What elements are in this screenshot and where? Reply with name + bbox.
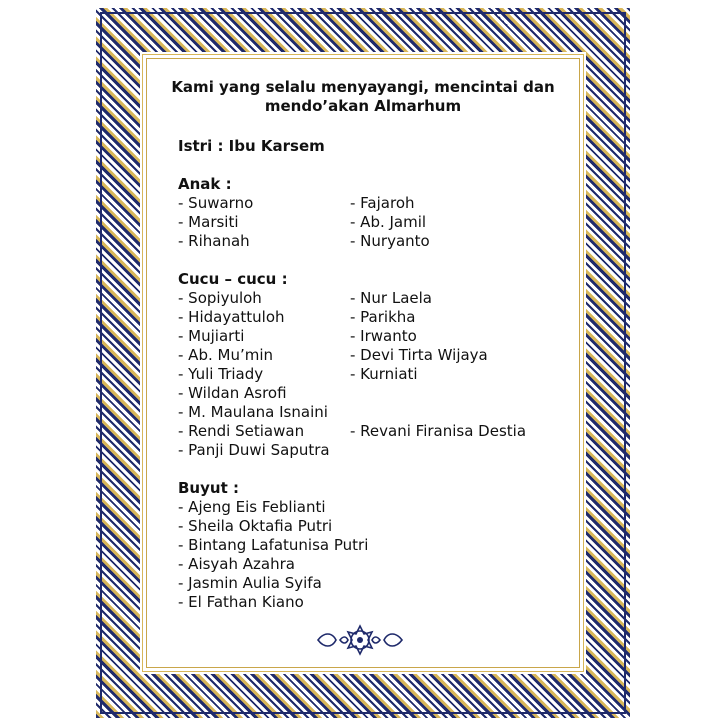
name-entry: - Yuli Triady [178, 365, 264, 383]
name-entry: - El Fathan Kiano [178, 593, 304, 611]
name-entry: - Kurniati [350, 365, 418, 383]
list-row [178, 346, 558, 365]
name-entry: - Mujiarti [178, 327, 245, 345]
name-entry: - Fajaroh [350, 194, 415, 212]
name-entry: - Parikha [350, 308, 416, 326]
list-row [178, 232, 558, 251]
name-entry: - Wildan Asrofi [178, 384, 287, 402]
buyut-heading: Buyut : [178, 479, 239, 497]
buyut-list [178, 498, 558, 612]
name-entry: - Ajeng Eis Feblianti [178, 498, 326, 516]
title-line-2: mendo’akan Almarhum [264, 97, 462, 115]
buyut-section [178, 479, 558, 612]
name-entry: - Ab. Mu’min [178, 346, 274, 364]
anak-heading: Anak : [178, 175, 232, 193]
anak-list [178, 194, 558, 251]
name-entry: - Sheila Oktafia Putri [178, 517, 333, 535]
cucu-section [178, 270, 558, 460]
list-row [178, 308, 558, 327]
cucu-heading: Cucu – cucu : [178, 270, 288, 288]
card-content [171, 78, 558, 631]
list-row [178, 365, 558, 384]
spouse-line: Istri : Ibu Karsem [178, 137, 325, 155]
name-entry [350, 441, 558, 460]
list-row [178, 384, 558, 403]
list-row [178, 289, 558, 308]
list-row [178, 441, 558, 460]
name-entry: - Ab. Jamil [350, 213, 427, 231]
name-entry: - Revani Firanisa Destia [350, 422, 527, 440]
name-entry: - Aisyah Azahra [178, 555, 295, 573]
name-entry: - Bintang Lafatunisa Putri [178, 536, 369, 554]
name-entry: - Rihanah [178, 232, 250, 250]
name-entry: - Hidayattuloh [178, 308, 285, 326]
name-entry: - M. Maulana Isnaini [178, 403, 328, 421]
card-title [168, 78, 558, 116]
name-entry: - Marsiti [178, 213, 239, 231]
name-entry: - Rendi Setiawan [178, 422, 305, 440]
name-entry: - Panji Duwi Saputra [178, 441, 330, 459]
name-entry [350, 403, 558, 422]
list-row [178, 194, 558, 213]
title-line-1: Kami yang selalu menyayangi, mencintai dan [171, 78, 555, 96]
list-row [178, 403, 558, 422]
name-entry: - Devi Tirta Wijaya [350, 346, 488, 364]
name-entry: - Nuryanto [350, 232, 430, 250]
list-row [178, 422, 558, 441]
cucu-list [178, 289, 558, 460]
flourish-ornament-icon [310, 620, 410, 660]
list-row [178, 327, 558, 346]
list-row [178, 213, 558, 232]
name-entry: - Jasmin Aulia Syifa [178, 574, 322, 592]
anak-section [178, 175, 558, 251]
name-entry [350, 384, 558, 403]
name-entry: - Irwanto [350, 327, 417, 345]
name-entry: - Nur Laela [350, 289, 432, 307]
name-entry: - Sopiyuloh [178, 289, 262, 307]
name-entry: - Suwarno [178, 194, 254, 212]
